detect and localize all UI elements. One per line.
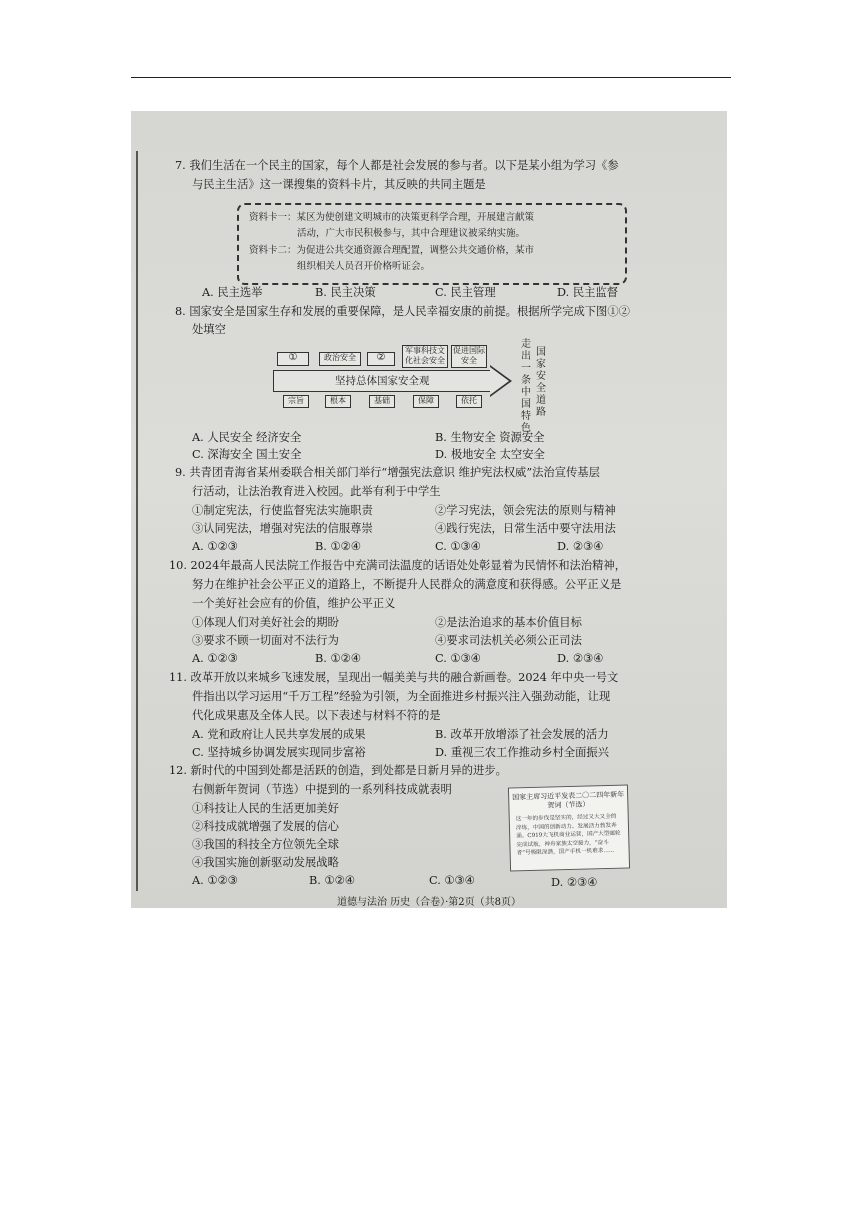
q7-stem-line2: 与民主生活》这一课搜集的资料卡片，其反映的共同主题是 (192, 178, 486, 191)
q10-statement-4: ④要求司法机关必须公正司法 (435, 634, 582, 647)
q7-material-card (237, 203, 627, 285)
q9-stem-line2: 行活动，让法治教育进入校园。此举有利于中学生 (192, 485, 441, 498)
page-footer: 道德与法治 历史（合卷）·第2页（共8页） (336, 897, 522, 908)
q11-option-a[interactable]: A. 党和政府让人民共享发展的成果 (192, 728, 366, 741)
q8-option-b[interactable]: B. 生物安全 资源安全 (435, 431, 545, 444)
q9-option-c[interactable]: C. ①③④ (435, 540, 481, 553)
q11-option-c[interactable]: C. 坚持城乡协调发展实现同步富裕 (192, 746, 366, 759)
top-rule (131, 77, 731, 78)
q12-statement-3: ③我国的科技全方位领先全球 (192, 838, 339, 851)
q12-stem-line1: 12. 新时代的中国到处都是活跃的创造，到处都是日新月异的进步。 (169, 764, 507, 777)
q9-option-a[interactable]: A. ①②③ (192, 540, 238, 553)
q10-option-c[interactable]: C. ①③④ (435, 652, 481, 665)
q9-statement-2: ②学习宪法，领会宪法的原则与精神 (435, 504, 616, 517)
q12-statement-2: ②科技成就增强了发展的信心 (192, 820, 339, 833)
q9-stem-line1: 9. 共青团青海省某州委联合相关部门举行“增强宪法意识 维护宪法权威”法治宣传基层 (175, 466, 600, 479)
q7-option-d[interactable]: D. 民主监督 (557, 286, 619, 299)
q9-option-b[interactable]: B. ①②④ (315, 540, 361, 553)
q8-option-a[interactable]: A. 人民安全 经济安全 (192, 431, 302, 444)
diagram-base-purpose: 宗旨 (283, 395, 309, 408)
q9-option-d[interactable]: D. ②③④ (557, 540, 604, 553)
card1-line1: 资料卡一：某区为使创建文明城市的决策更科学合理，开展建言献策 (249, 212, 535, 223)
card2-line2: 组织相关人员召开价格听证会。 (297, 261, 431, 272)
q11-option-b[interactable]: B. 改革开放增添了社会发展的活力 (435, 728, 609, 741)
diagram-base-root: 根本 (325, 395, 351, 408)
diagram-side-right: 国家安全道路 (536, 347, 546, 418)
diagram-blank-2: ② (367, 352, 395, 366)
q11-stem-line3: 代化成果惠及全体人民。以下表述与材料不符的是 (192, 709, 441, 722)
q11-stem-line2: 件指出以学习运用“千万工程”经验为引领，为全面推进乡村振兴注入强劲动能，让现 (192, 690, 611, 703)
q10-statement-1: ①体现人们对美好社会的期盼 (192, 616, 339, 629)
q8-option-c[interactable]: C. 深海安全 国土安全 (192, 448, 302, 461)
q8-option-d[interactable]: D. 极地安全 太空安全 (435, 448, 545, 461)
q10-option-d[interactable]: D. ②③④ (557, 652, 604, 665)
diagram-box-political: 政治安全 (319, 352, 361, 366)
card2-line1: 资料卡二：为促进公共交通资源合理配置，调整公共交通价格，某市 (249, 245, 535, 256)
new-year-card-title: 国家主席习近平发表二〇二四年新年贺词（节选） (512, 790, 625, 810)
q9-statement-1: ①制定宪法，行使监督宪法实施职责 (192, 504, 373, 517)
q12-option-d[interactable]: D. ②③④ (551, 876, 598, 889)
q7-stem-line1: 7. 我们生活在一个民主的国家，每个人都是社会发展的参与者。以下是某小组为学习《参 (175, 159, 619, 172)
diagram-base-support: 依托 (456, 395, 482, 408)
q7-option-c[interactable]: C. 民主管理 (435, 286, 496, 299)
q8-stem-line1: 8. 国家安全是国家生存和发展的重要保障，是人民幸福安康的前提。根据所学完成下图①② (175, 305, 630, 318)
diagram-arrow-label: 坚持总体国家安全观 (335, 375, 430, 387)
q10-option-b[interactable]: B. ①②④ (315, 652, 361, 665)
diagram-blank-1: ① (277, 352, 309, 366)
q11-stem-line1: 11. 改革开放以来城乡飞速发展，呈现出一幅美美与共的融合新画卷。2024 年中央一号文 (169, 671, 619, 684)
exam-page-photo (131, 111, 727, 908)
q7-option-a[interactable]: A. 民主选举 (202, 286, 263, 299)
q9-statement-3: ③认同宪法，增强对宪法的信服尊崇 (192, 522, 373, 535)
q12-option-b[interactable]: B. ①②④ (309, 874, 355, 887)
diagram-base-foundation: 基础 (369, 395, 395, 408)
new-year-message-card (508, 784, 630, 871)
q12-statement-1: ①科技让人民的生活更加美好 (192, 802, 339, 815)
q10-stem-line2: 努力在维护社会公平正义的道路上，不断提升人民群众的满意度和获得感。公平正义是 (192, 578, 622, 591)
q10-option-a[interactable]: A. ①②③ (192, 652, 238, 665)
diagram-box-military: 军事科技文化社会安全 (402, 345, 448, 368)
q9-statement-4: ④践行宪法，日常生活中要守法用法 (435, 522, 616, 535)
card1-line2: 活动，广大市民积极参与，其中合理建议被采纳实施。 (297, 228, 526, 239)
diagram-base-guarantee: 保障 (413, 395, 439, 408)
margin-line (136, 151, 138, 891)
new-year-card-body: 这一年的步伐是坚实的，经过又大又全的淬炼，中国的创新动力、发展活力勃发奔涌。C919大飞机商业运营，国产大型邮轮完成试航，神舟家族太空接力，“奋斗者”号极限深潜，国产手机一机难求…… (515, 813, 621, 857)
q12-statement-4: ④我国实施创新驱动发展战略 (192, 856, 339, 869)
q10-stem-line3: 一个美好社会应有的价值，维护公平正义 (192, 597, 396, 610)
q12-stem-line2: 右侧新年贺词（节选）中提到的一系列科技成就表明 (192, 783, 452, 796)
q8-stem-line2: 处填空 (192, 323, 226, 336)
q10-stem-line1: 10. 2024年最高人民法院工作报告中充满司法温度的话语处处彰显着为民情怀和法治精神， (169, 559, 626, 572)
q10-statement-2: ②是法治追求的基本价值目标 (435, 616, 582, 629)
q11-option-d[interactable]: D. 重视三农工作推动乡村全面振兴 (435, 746, 609, 759)
q10-statement-3: ③要求不顾一切面对不法行为 (192, 634, 339, 647)
diagram-side-left: 走出一条中国特色 (521, 339, 531, 434)
diagram-arrow-head-fill (490, 367, 509, 395)
q12-option-c[interactable]: C. ①③④ (429, 874, 475, 887)
diagram-box-international: 促进国际安全 (451, 345, 487, 368)
q7-option-b[interactable]: B. 民主决策 (315, 286, 376, 299)
q12-option-a[interactable]: A. ①②③ (192, 874, 238, 887)
